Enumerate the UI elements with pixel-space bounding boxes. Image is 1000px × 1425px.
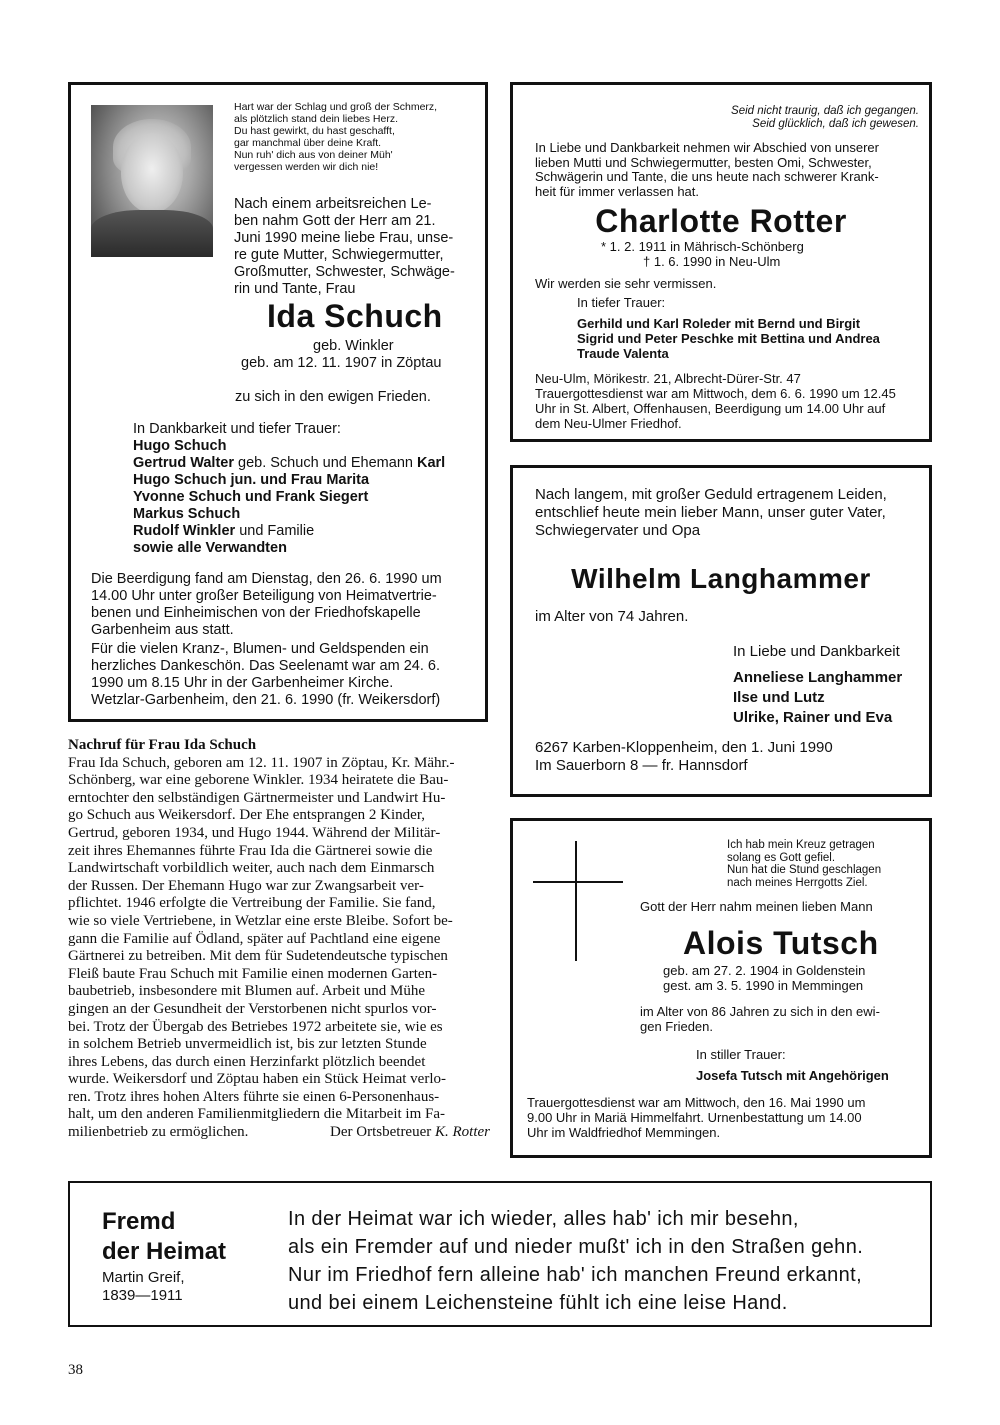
langhammer-mourners [733,668,902,728]
funeral-line: 14.00 Uhr unter großer Beteiligung von Heimatvertrie- [91,588,437,604]
page-number: 38 [68,1362,83,1378]
rotter-mourners [577,316,880,361]
nachruf-line: bei. Trotz der Übergab des Betriebes 1972 arbeitete sie, wie es [68,1018,443,1035]
age-line: im Alter von 86 Jahren zu sich in den ewi- [640,1004,880,1019]
verse-line: Nun hat die Stund geschlagen [727,864,882,876]
motto-line: Seid glücklich, daß ich gewesen. [752,118,919,130]
thanks-line: Wetzlar-Garbenheim, den 21. 6. 1990 (fr. Weikersdorf) [91,692,441,708]
service-line: 9.00 Uhr in Mariä Himmelfahrt. Urnenbestattung um 14.00 [527,1110,862,1125]
funeral-line: Garbenheim aus statt. [91,622,234,638]
nachruf-line: Gertrud, geboren 1934, und Hugo 1944. Während der Militär- [68,824,441,841]
deceased-name: Alois Tutsch [683,925,879,961]
nachruf-line: halt, um den anderen Familienmitgliedern die Mitarbeit im Fa- [68,1106,445,1123]
signature-prefix: Der Ortsbetreuer [330,1124,435,1141]
mourner-name: Gertrud Walter [133,455,234,471]
motto-line: Seid nicht traurig, daß ich gegangen. [731,105,919,117]
deceased-name: Wilhelm Langhammer [571,563,871,594]
intro-line: In Liebe und Dankbarkeit nehmen wir Abschied von unserer [535,140,879,155]
nachruf-line: zeit ihres Ehemannes führte Frau Ida die Gärtnerei sowie die [68,842,433,859]
tutsch-service [527,1095,865,1140]
poem-title [102,1207,226,1267]
verse-line: gar manchmal über deine Kraft. [234,137,382,149]
miss-line: Wir werden sie sehr vermissen. [535,276,717,291]
death-date: gest. am 3. 5. 1990 in Memmingen [663,978,864,993]
age-line: gen Frieden. [640,1019,713,1034]
intro-line: re gute Mutter, Schwiegermutter, [234,247,444,263]
author-name: Martin Greif, [102,1269,185,1286]
birth-date: * 1. 2. 1911 in Mährisch-Schönberg [601,239,804,254]
thanks-line: herzliches Dankeschön. Das Seelenamt war am 24. 6. [91,658,440,674]
mourner: Ulrike, Rainer und Eva [733,709,893,726]
nachruf-line: wurde. Weikersdorf und Zöptau haben ein Stück Heimat verlo- [68,1071,446,1088]
death-date: † 1. 6. 1990 in Neu-Ulm [643,254,781,269]
mourner: Anneliese Langhammer [733,669,903,686]
intro-line: lieben Mutti und Schwiegermutter, besten Omi, Schwester, [535,154,872,170]
intro-line: Nach langem, mit großer Geduld ertragenem Leiden, [535,486,887,503]
mourner-name: Karl [416,455,446,471]
obituary-alois-tutsch [510,818,932,1158]
poem-line: Nur im Friedhof fern alleine hab' ich manchen Freund erkannt, [288,1264,863,1286]
nachruf-line: wie so viele Vertriebene, in Wetzlar eine erste Bleibe. Sofort be- [68,912,453,929]
mourner: Gerhild und Karl Roleder mit Bernd und Birgit [577,316,861,331]
cross-icon-vertical [575,841,577,961]
maiden-name: geb. Winkler [313,338,394,354]
nachruf-line: milienbetrieb zu ermöglichen. [68,1124,249,1141]
deceased-name: Charlotte Rotter [595,203,847,239]
address-line: dem Neu-Ulmer Friedhof. [535,416,682,431]
verse-line: Ich hab mein Kreuz getragen [727,839,875,851]
verse-line: solang es Gott gefiel. [727,851,836,864]
nachruf-line: Schönberg, war eine geborene Winkler. 1934 heiratete die Bau- [68,772,449,789]
langhammer-intro [535,486,887,540]
schuch-intro [234,196,455,298]
langhammer-address [535,739,833,775]
poem-line: In der Heimat war ich wieder, alles hab' ich mir besehn, [288,1208,799,1230]
mourner: Josefa Tutsch mit Angehörigen [696,1068,889,1083]
mourner-text: geb. Schuch und Ehemann [233,455,417,471]
birth-date: geb. am 27. 2. 1904 in Goldenstein [663,963,866,978]
nachruf-line: pflichtet. 1946 erfolgte die Vertreibung der Familie. Sie fand, [68,895,436,912]
verse-line: als plötzlich stand dein liebes Herz. [234,113,399,125]
tutsch-age [640,1004,880,1034]
funeral-notice [91,571,442,639]
verse-line: Hart war der Schlag und groß der Schmerz, [234,101,438,113]
portrait-clothing [91,210,213,257]
portrait-face [121,133,183,213]
address-line: 6267 Karben-Kloppenheim, den 1. Juni 1990 [535,739,833,756]
nachruf-line: Fleiß baute Frau Schuch mit Familie einen modernen Garten- [68,965,438,982]
mourning-header: In stiller Trauer: [696,1047,786,1062]
intro-line: Juni 1990 meine liebe Frau, unse- [234,230,454,246]
mourner: Sigrid und Peter Peschke mit Bettina und Andrea [577,331,880,346]
intro-line: heit für immer verlassen hat. [535,183,700,199]
nachruf-line: Gärtnerei zu betreiben. Mit dem für Sudetendeutsche typischen [68,948,448,965]
cross-icon-horizontal [533,881,623,883]
nachruf-last-line [68,1124,490,1142]
nachruf-line: baubetrieb, insbesondere mit Blumen auf. Arbeit und Mühe [68,983,426,1000]
thanks-notice [91,641,440,709]
mourning-header: In Dankbarkeit und tiefer Trauer: [133,421,341,437]
deceased-name: Ida Schuch [267,298,443,334]
poem-title-line: der Heimat [102,1238,227,1265]
peace-line: zu sich in den ewigen Frieden. [235,389,431,405]
mourning-header: In tiefer Trauer: [577,295,666,310]
obituary-ida-schuch [68,82,488,722]
funeral-line: Die Beerdigung fand am Dienstag, den 26. 6. 1990 um [91,571,442,587]
nachruf-article [68,737,490,1142]
poem-title-line: Fremd [102,1208,176,1235]
intro-line: Schwiegervater und Opa [535,522,701,539]
intro-line: Großmutter, Schwester, Schwäge- [234,264,455,280]
poem-line: als ein Fremder auf und nieder mußt' ich in den Straßen gehn. [288,1236,864,1258]
intro-line: ben nahm Gott der Herr am 21. [234,213,436,229]
nachruf-title: Nachruf für Frau Ida Schuch [68,737,257,753]
rotter-address [535,371,896,431]
nachruf-line: der Russen. Der Ehemann Hugo war zur Zwangsarbeit ver- [68,877,424,894]
service-line: Uhr im Waldfriedhof Memmingen. [527,1125,721,1140]
nachruf-line: ihres Lebens, das durch einen Herzinfarkt plötzlich beendet [68,1053,426,1070]
mourner [133,523,445,540]
tutsch-intro: Gott der Herr nahm meinen lieben Mann [640,899,873,914]
service-line: Trauergottesdienst war am Mittwoch, den 16. Mai 1990 um [527,1095,866,1110]
birth-date: geb. am 12. 11. 1907 in Zöptau [241,355,442,371]
mourner: Markus Schuch [133,506,241,522]
address-line: Neu-Ulm, Mörikestr. 21, Albrecht-Dürer-Str. 47 [535,371,801,386]
nachruf-line: go Schuch aus Weikersdorf. Der Ehe entsprangen 2 Kinder, [68,807,425,824]
verse-line: vergessen werden wir dich nie! [234,161,379,173]
poem-author [102,1269,185,1305]
intro-line: entschlief heute mein lieber Mann, unser guter Vater, [535,504,886,521]
intro-line: rin und Tante, Frau [234,281,356,297]
address-line: Trauergottesdienst war am Mittwoch, dem 6. 6. 1990 um 12.45 [535,386,896,401]
nachruf-line: Frau Ida Schuch, geboren am 12. 11. 1907 in Zöptau, Kr. Mähr.- [68,754,455,771]
thanks-line: 1990 um 8.15 Uhr in der Garbenheimer Kirche. [91,675,394,691]
mourner: Traude Valenta [577,346,669,361]
rotter-motto [731,105,919,131]
age-line: im Alter von 74 Jahren. [535,608,689,625]
nachruf-signature [330,1124,490,1142]
schuch-verse [234,101,437,173]
verse-line: Nun ruh' dich aus von deiner Müh' [234,149,393,161]
rotter-intro [535,141,879,199]
verse-line: nach meines Herrgotts Ziel. [727,876,868,889]
address-line: Uhr in St. Albert, Offenhausen, Beerdigung um 14.00 Uhr auf [535,401,886,416]
author-years: 1839—1911 [102,1287,183,1304]
mourner: sowie alle Verwandten [133,540,287,556]
schuch-mourners [133,421,445,557]
verse-line: Du hast gewirkt, du hast geschafft, [234,125,395,137]
poem-text [288,1205,863,1317]
mourning-header: In Liebe und Dankbarkeit [733,643,900,660]
mourner: Hugo Schuch [133,438,227,454]
mourner [133,455,445,472]
poem-fremd-der-heimat [68,1181,932,1327]
nachruf-line: gingen an der Gesundheit der Verstorbenen nicht spurlos vor- [68,1000,437,1017]
mourner-name: Rudolf Winkler [133,523,236,539]
intro-line: Schwägerin und Tante, die uns heute nach schwerer Krank- [535,169,879,184]
mourner: Hugo Schuch jun. und Frau Marita [133,472,370,488]
mourner: Ilse und Lutz [733,689,825,706]
obituary-wilhelm-langhammer [510,465,932,797]
nachruf-line: in solchem Betrieb unvermeidlich ist, bis zur letzten Stunde [68,1036,427,1053]
nachruf-line: erntochter den selbständigen Gärtnermeister und Landwirt Hu- [68,789,446,806]
intro-line: Nach einem arbeitsreichen Le- [234,196,432,212]
thanks-line: Für die vielen Kranz-, Blumen- und Geldspenden ein [91,641,429,657]
poem-line: und bei einem Leichensteine fühlt ich eine leise Hand. [288,1292,788,1314]
tutsch-verse [727,839,881,889]
obituary-charlotte-rotter [510,82,932,442]
funeral-line: benen und Einheimischen von der Friedhofskapelle [91,605,421,621]
portrait-photo [91,105,213,257]
nachruf-line: ren. Trotz ihres hohen Alters führte sie einen 6-Personenhaus- [68,1088,440,1105]
mourner: Yvonne Schuch und Frank Siegert [133,489,369,505]
nachruf-line: gann die Familie auf Ödland, später auf Pachtland eine eigene [68,930,441,947]
signature-name: K. Rotter [435,1124,490,1141]
nachruf-line: Landwirtschaft vorbildlich weiter, auch nach dem Einmarsch [68,860,435,877]
mourner-text: und Familie [235,523,315,539]
address-line: Im Sauerborn 8 — fr. Hannsdorf [535,757,748,774]
